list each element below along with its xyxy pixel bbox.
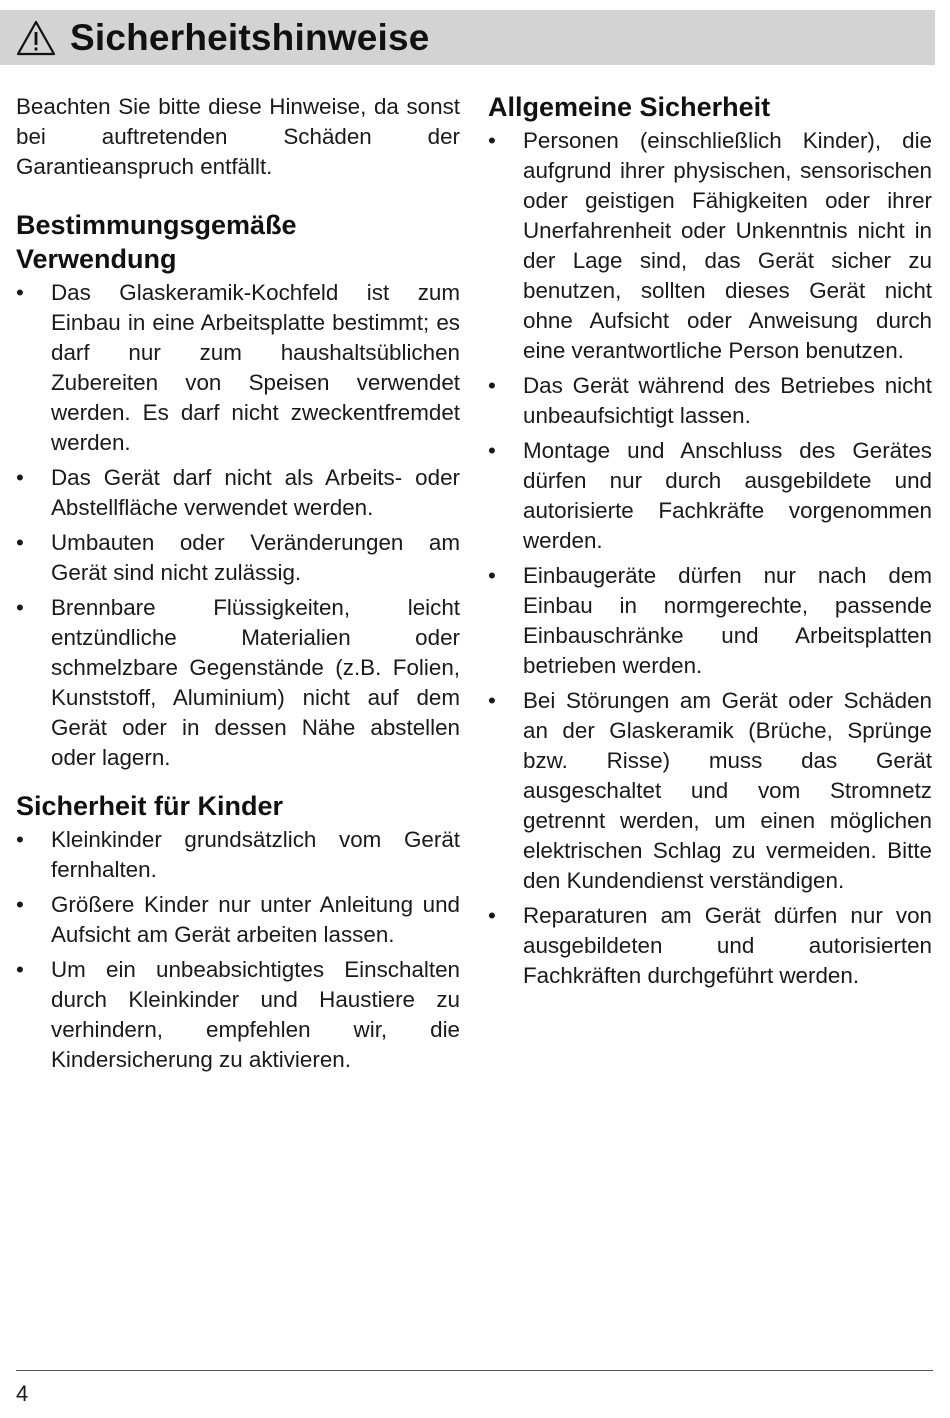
list-item-text: Um ein unbeabsichtigtes Einschalten durch Kleinkinder und Haustiere zu verhindern, empfehlen wir, die Kindersicherung zu aktivieren. (51, 957, 460, 1072)
list-item (16, 528, 460, 588)
list-item-text: Personen (einschließlich Kinder), die aufgrund ihrer physischen, sensorischen oder geistigen Fähigkeiten oder ihrer Unerfahrenheit oder Unkenntnis nicht in der Lage sind, das Gerät sicher zu benutzen, sollten dieses Gerät nicht ohne Aufsicht oder Anweisung durch eine verantwortliche Person benutzen. (523, 128, 932, 363)
heading-intended-use: Bestimmungsgemäße Verwendung (16, 210, 297, 274)
bullet-icon: • (488, 688, 496, 713)
page-title: Sicherheitshinweise (70, 16, 430, 58)
title-bar (0, 10, 935, 65)
left-column (16, 90, 460, 1080)
list-children-safety (16, 825, 460, 1075)
bullet-icon: • (488, 373, 496, 398)
list-item (488, 901, 932, 991)
list-item (488, 436, 932, 556)
list-item-text: Montage und Anschluss des Gerätes dürfen nur durch ausgebildete und autorisierte Fachkräfte vorgenommen werden. (523, 438, 932, 553)
bullet-icon: • (16, 957, 24, 982)
bullet-icon: • (16, 465, 24, 490)
warning-triangle-icon (16, 20, 56, 56)
list-item (16, 463, 460, 523)
heading-general-safety: Allgemeine Sicherheit (488, 92, 771, 122)
bullet-icon: • (488, 563, 496, 588)
list-intended-use (16, 278, 460, 773)
bullet-icon: • (16, 530, 24, 555)
list-item-text: Brennbare Flüssigkeiten, leicht entzündliche Materialien oder schmelzbare Gegenstände (z.B. Folien, Kunststoff, Aluminium) nicht auf dem Gerät oder in dessen Nähe abstellen oder lagern. (51, 595, 460, 770)
bullet-icon: • (488, 128, 496, 153)
bullet-icon: • (16, 827, 24, 852)
bullet-icon: • (488, 903, 496, 928)
list-item-text: Das Gerät während des Betriebes nicht unbeaufsichtigt lassen. (523, 373, 932, 428)
footer-divider (16, 1370, 933, 1371)
list-item (16, 955, 460, 1075)
right-column (488, 90, 932, 996)
list-item-text: Kleinkinder grundsätzlich vom Gerät fernhalten. (51, 827, 460, 882)
bullet-icon: • (16, 595, 24, 620)
list-item (488, 371, 932, 431)
list-item (16, 593, 460, 773)
list-item-text: Das Gerät darf nicht als Arbeits- oder Abstellfläche verwendet werden. (51, 465, 460, 520)
bullet-icon: • (488, 438, 496, 463)
list-item-text: Das Glaskeramik-Kochfeld ist zum Einbau in eine Arbeitsplatte bestimmt; es darf nur zum haushaltsüblichen Zubereiten von Speisen verwendet werden. Es darf nicht zweckentfremdet werden. (51, 280, 460, 455)
list-item-text: Reparaturen am Gerät dürfen nur von ausgebildeten und autorisierten Fachkräften durchgeführt werden. (523, 903, 932, 988)
list-item-text: Umbauten oder Veränderungen am Gerät sind nicht zulässig. (51, 530, 460, 585)
list-item-text: Größere Kinder nur unter Anleitung und Aufsicht am Gerät arbeiten lassen. (51, 892, 460, 947)
list-item (488, 561, 932, 681)
heading-children-safety: Sicherheit für Kinder (16, 791, 284, 821)
bullet-icon: • (16, 280, 24, 305)
list-item (488, 686, 932, 896)
list-item (16, 890, 460, 950)
list-item (16, 278, 460, 458)
list-item-text: Einbaugeräte dürfen nur nach dem Einbau in normgerechte, passende Einbauschränke und Arbeitsplatten betrieben werden. (523, 563, 932, 678)
list-item-text: Bei Störungen am Gerät oder Schäden an der Glaskeramik (Brüche, Sprünge bzw. Risse) muss das Gerät ausgeschaltet und vom Stromnetz getrennt werden, um einen möglichen elektrischen Schlag zu vermeiden. Bitte den Kundendienst verständigen. (523, 688, 932, 893)
list-general-safety (488, 126, 932, 991)
page-number: 4 (16, 1381, 29, 1406)
bullet-icon: • (16, 892, 24, 917)
list-item (16, 825, 460, 885)
intro-paragraph: Beachten Sie bitte diese Hinweise, da sonst bei auftretenden Schäden der Garantieanspruch entfällt. (16, 94, 460, 179)
list-item (488, 126, 932, 366)
